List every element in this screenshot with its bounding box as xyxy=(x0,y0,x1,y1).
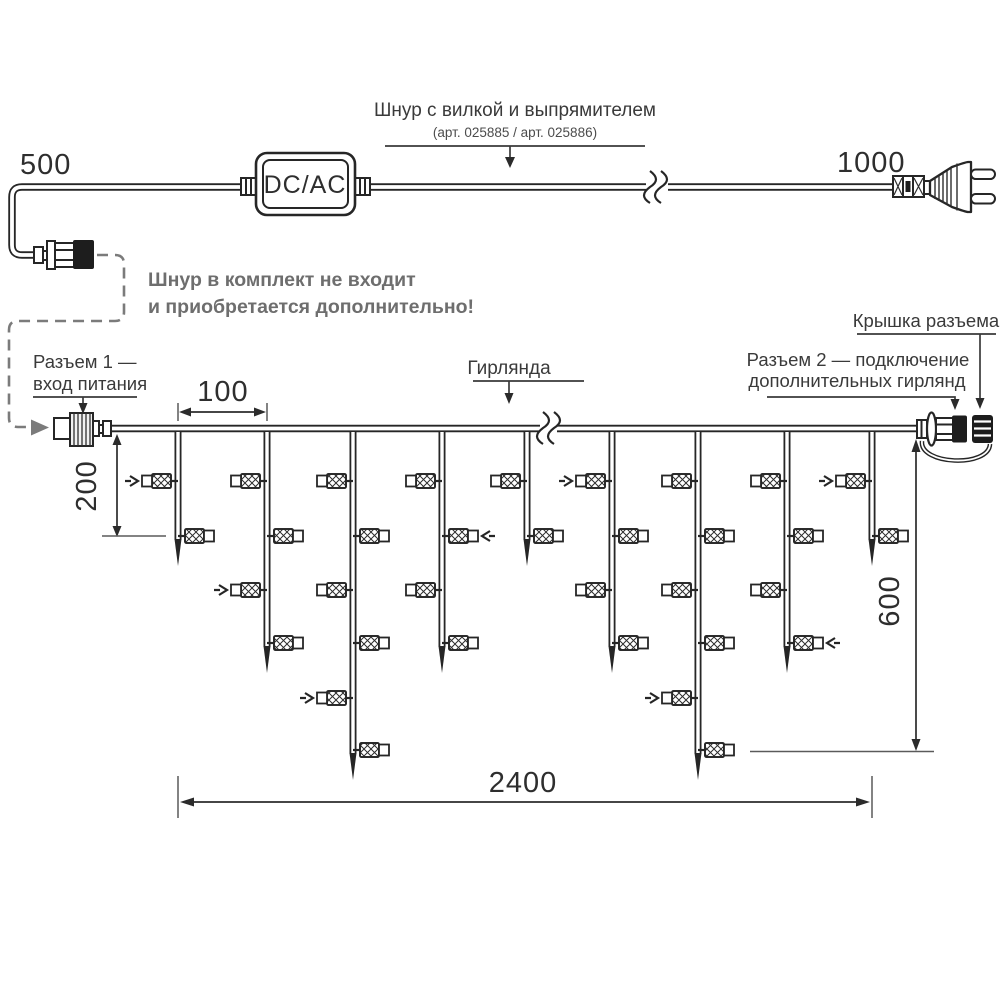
lamp-socket xyxy=(553,531,563,542)
cap-label: Крышка разъема xyxy=(852,310,1000,331)
dim-500-label: 500 xyxy=(20,149,72,181)
lamp-body-hatch xyxy=(449,529,468,543)
drop-tip xyxy=(524,539,531,566)
connector2-body xyxy=(952,416,967,443)
lamp-body-hatch xyxy=(794,529,813,543)
lamp-socket xyxy=(231,585,241,596)
lamp-socket xyxy=(576,585,586,596)
lamp-body-hatch xyxy=(672,474,691,488)
flash-arrow-icon xyxy=(214,585,227,595)
lamp-socket xyxy=(638,531,648,542)
dim-200-label: 200 xyxy=(71,460,103,512)
lamp-socket xyxy=(231,476,241,487)
dim-100 xyxy=(178,376,267,421)
lamp-socket xyxy=(576,476,586,487)
lamp-socket xyxy=(317,693,327,704)
lamp-socket xyxy=(836,476,846,487)
lamp-socket xyxy=(662,693,672,704)
supply-connector-icon xyxy=(34,240,94,269)
dim-1000-label: 1000 xyxy=(837,147,906,179)
lamp-socket xyxy=(751,476,761,487)
garland-group xyxy=(33,310,1000,818)
lamp-body-hatch xyxy=(416,474,435,488)
dim-100-label: 100 xyxy=(197,376,249,408)
wire-break-icon xyxy=(537,412,560,444)
lamp-body-hatch xyxy=(705,636,724,650)
cord-break-icon xyxy=(644,171,667,203)
flash-arrow-icon xyxy=(645,693,658,703)
lamp-body-hatch xyxy=(152,474,171,488)
lamp-socket xyxy=(662,585,672,596)
lamp-body-hatch xyxy=(185,529,204,543)
lamp-socket xyxy=(638,638,648,649)
cap-arrow-icon xyxy=(976,398,985,409)
converter-left-nub xyxy=(241,178,256,195)
lamp-body-hatch xyxy=(705,743,724,757)
lamp-body-hatch xyxy=(360,636,379,650)
flash-arrow-icon xyxy=(300,693,313,703)
connector2-arrow-icon xyxy=(951,399,960,410)
lamp-body-hatch xyxy=(761,583,780,597)
dim-2400-label: 2400 xyxy=(488,767,558,799)
lamp-body-hatch xyxy=(449,636,468,650)
converter-label: DC/AC xyxy=(263,171,347,199)
lamp-socket xyxy=(317,585,327,596)
dashed-route-arrow-icon xyxy=(31,420,49,436)
lamp-body-hatch xyxy=(761,474,780,488)
lamp-body-hatch xyxy=(846,474,865,488)
lamp-body-hatch xyxy=(619,529,638,543)
lamp-body-hatch xyxy=(586,583,605,597)
lamp-body-hatch xyxy=(327,691,346,705)
lamp-socket xyxy=(379,531,389,542)
flash-arrow-icon xyxy=(827,638,840,648)
lamp-socket xyxy=(293,531,303,542)
drop-tip xyxy=(175,539,182,566)
drop-tip xyxy=(695,753,702,780)
lamp-socket xyxy=(813,531,823,542)
plug-prong-top xyxy=(971,170,995,180)
cord-callout-title: Шнур с вилкой и выпрямителем xyxy=(374,100,656,121)
flash-arrow-icon xyxy=(482,531,495,541)
garland-callout xyxy=(467,358,584,404)
note-line2: и приобретается дополнительно! xyxy=(148,296,475,318)
flash-arrow-icon xyxy=(819,476,832,486)
lamp-body-hatch xyxy=(360,529,379,543)
connector-cap-icon xyxy=(972,415,993,443)
lamp-body-hatch xyxy=(241,474,260,488)
power-plug-icon xyxy=(893,162,995,212)
connector1-label-line2: вход питания xyxy=(33,373,148,394)
lamp-socket xyxy=(142,476,152,487)
lamp-socket xyxy=(724,745,734,756)
lamp-socket xyxy=(379,638,389,649)
drop-tip xyxy=(264,646,271,673)
cord-callout-articles: (арт. 025885 / арт. 025886) xyxy=(432,125,598,140)
lamp-body-hatch xyxy=(501,474,520,488)
connector1-label-line1: Разъем 1 — xyxy=(33,351,137,372)
drop-tip xyxy=(439,646,446,673)
flash-arrow-icon xyxy=(559,476,572,486)
connector2-label-line1: Разъем 2 — подключение xyxy=(746,349,970,370)
connector1-icon xyxy=(54,413,111,446)
lamp-body-hatch xyxy=(586,474,605,488)
lamp-socket xyxy=(406,585,416,596)
cord-callout xyxy=(374,100,656,168)
lamp-body-hatch xyxy=(619,636,638,650)
lamp-body-hatch xyxy=(327,583,346,597)
connector2-callout xyxy=(747,349,970,410)
lamp-body-hatch xyxy=(241,583,260,597)
connector2-label-line2: дополнительных гирлянд xyxy=(748,370,966,391)
connector-black-cap xyxy=(73,240,94,269)
drop-tip xyxy=(784,646,791,673)
lamp-socket xyxy=(204,531,214,542)
lamp-socket xyxy=(724,638,734,649)
connector2-icon xyxy=(917,413,993,461)
drop-tip xyxy=(350,753,357,780)
lamp-socket xyxy=(293,638,303,649)
lamp-body-hatch xyxy=(327,474,346,488)
garland-arrow-icon xyxy=(505,393,514,404)
lamp-body-hatch xyxy=(879,529,898,543)
lamp-body-hatch xyxy=(416,583,435,597)
connector1-callout xyxy=(33,351,147,414)
converter-right-nub xyxy=(355,178,370,195)
lamp-socket xyxy=(468,531,478,542)
not-included-group xyxy=(9,255,474,436)
lamp-socket xyxy=(813,638,823,649)
lamp-socket xyxy=(379,745,389,756)
lamp-socket xyxy=(491,476,501,487)
lamp-socket xyxy=(406,476,416,487)
lamp-body-hatch xyxy=(672,691,691,705)
lamp-body-hatch xyxy=(705,529,724,543)
supply-cord-group xyxy=(12,100,995,269)
lamp-body-hatch xyxy=(360,743,379,757)
garland-drops xyxy=(125,432,908,780)
flash-arrow-icon xyxy=(125,476,138,486)
dim-2400 xyxy=(178,767,872,818)
lamp-body-hatch xyxy=(274,529,293,543)
note-line1: Шнур в комплект не входит xyxy=(148,269,416,291)
lamp-socket xyxy=(317,476,327,487)
drop-tip xyxy=(869,539,876,566)
callout-arrow-icon xyxy=(505,157,515,168)
dashed-route xyxy=(9,255,124,427)
garland-label: Гирлянда xyxy=(467,358,551,379)
plug-prong-bottom xyxy=(971,194,995,204)
lamp-body-hatch xyxy=(794,636,813,650)
lamp-socket xyxy=(751,585,761,596)
lamp-body-hatch xyxy=(534,529,553,543)
lamp-body-hatch xyxy=(274,636,293,650)
lamp-socket xyxy=(468,638,478,649)
drop-tip xyxy=(609,646,616,673)
lamp-socket xyxy=(724,531,734,542)
lamp-body-hatch xyxy=(672,583,691,597)
lamp-socket xyxy=(898,531,908,542)
dim-600-label: 600 xyxy=(874,575,906,627)
lamp-socket xyxy=(662,476,672,487)
dc-ac-converter xyxy=(241,153,370,215)
